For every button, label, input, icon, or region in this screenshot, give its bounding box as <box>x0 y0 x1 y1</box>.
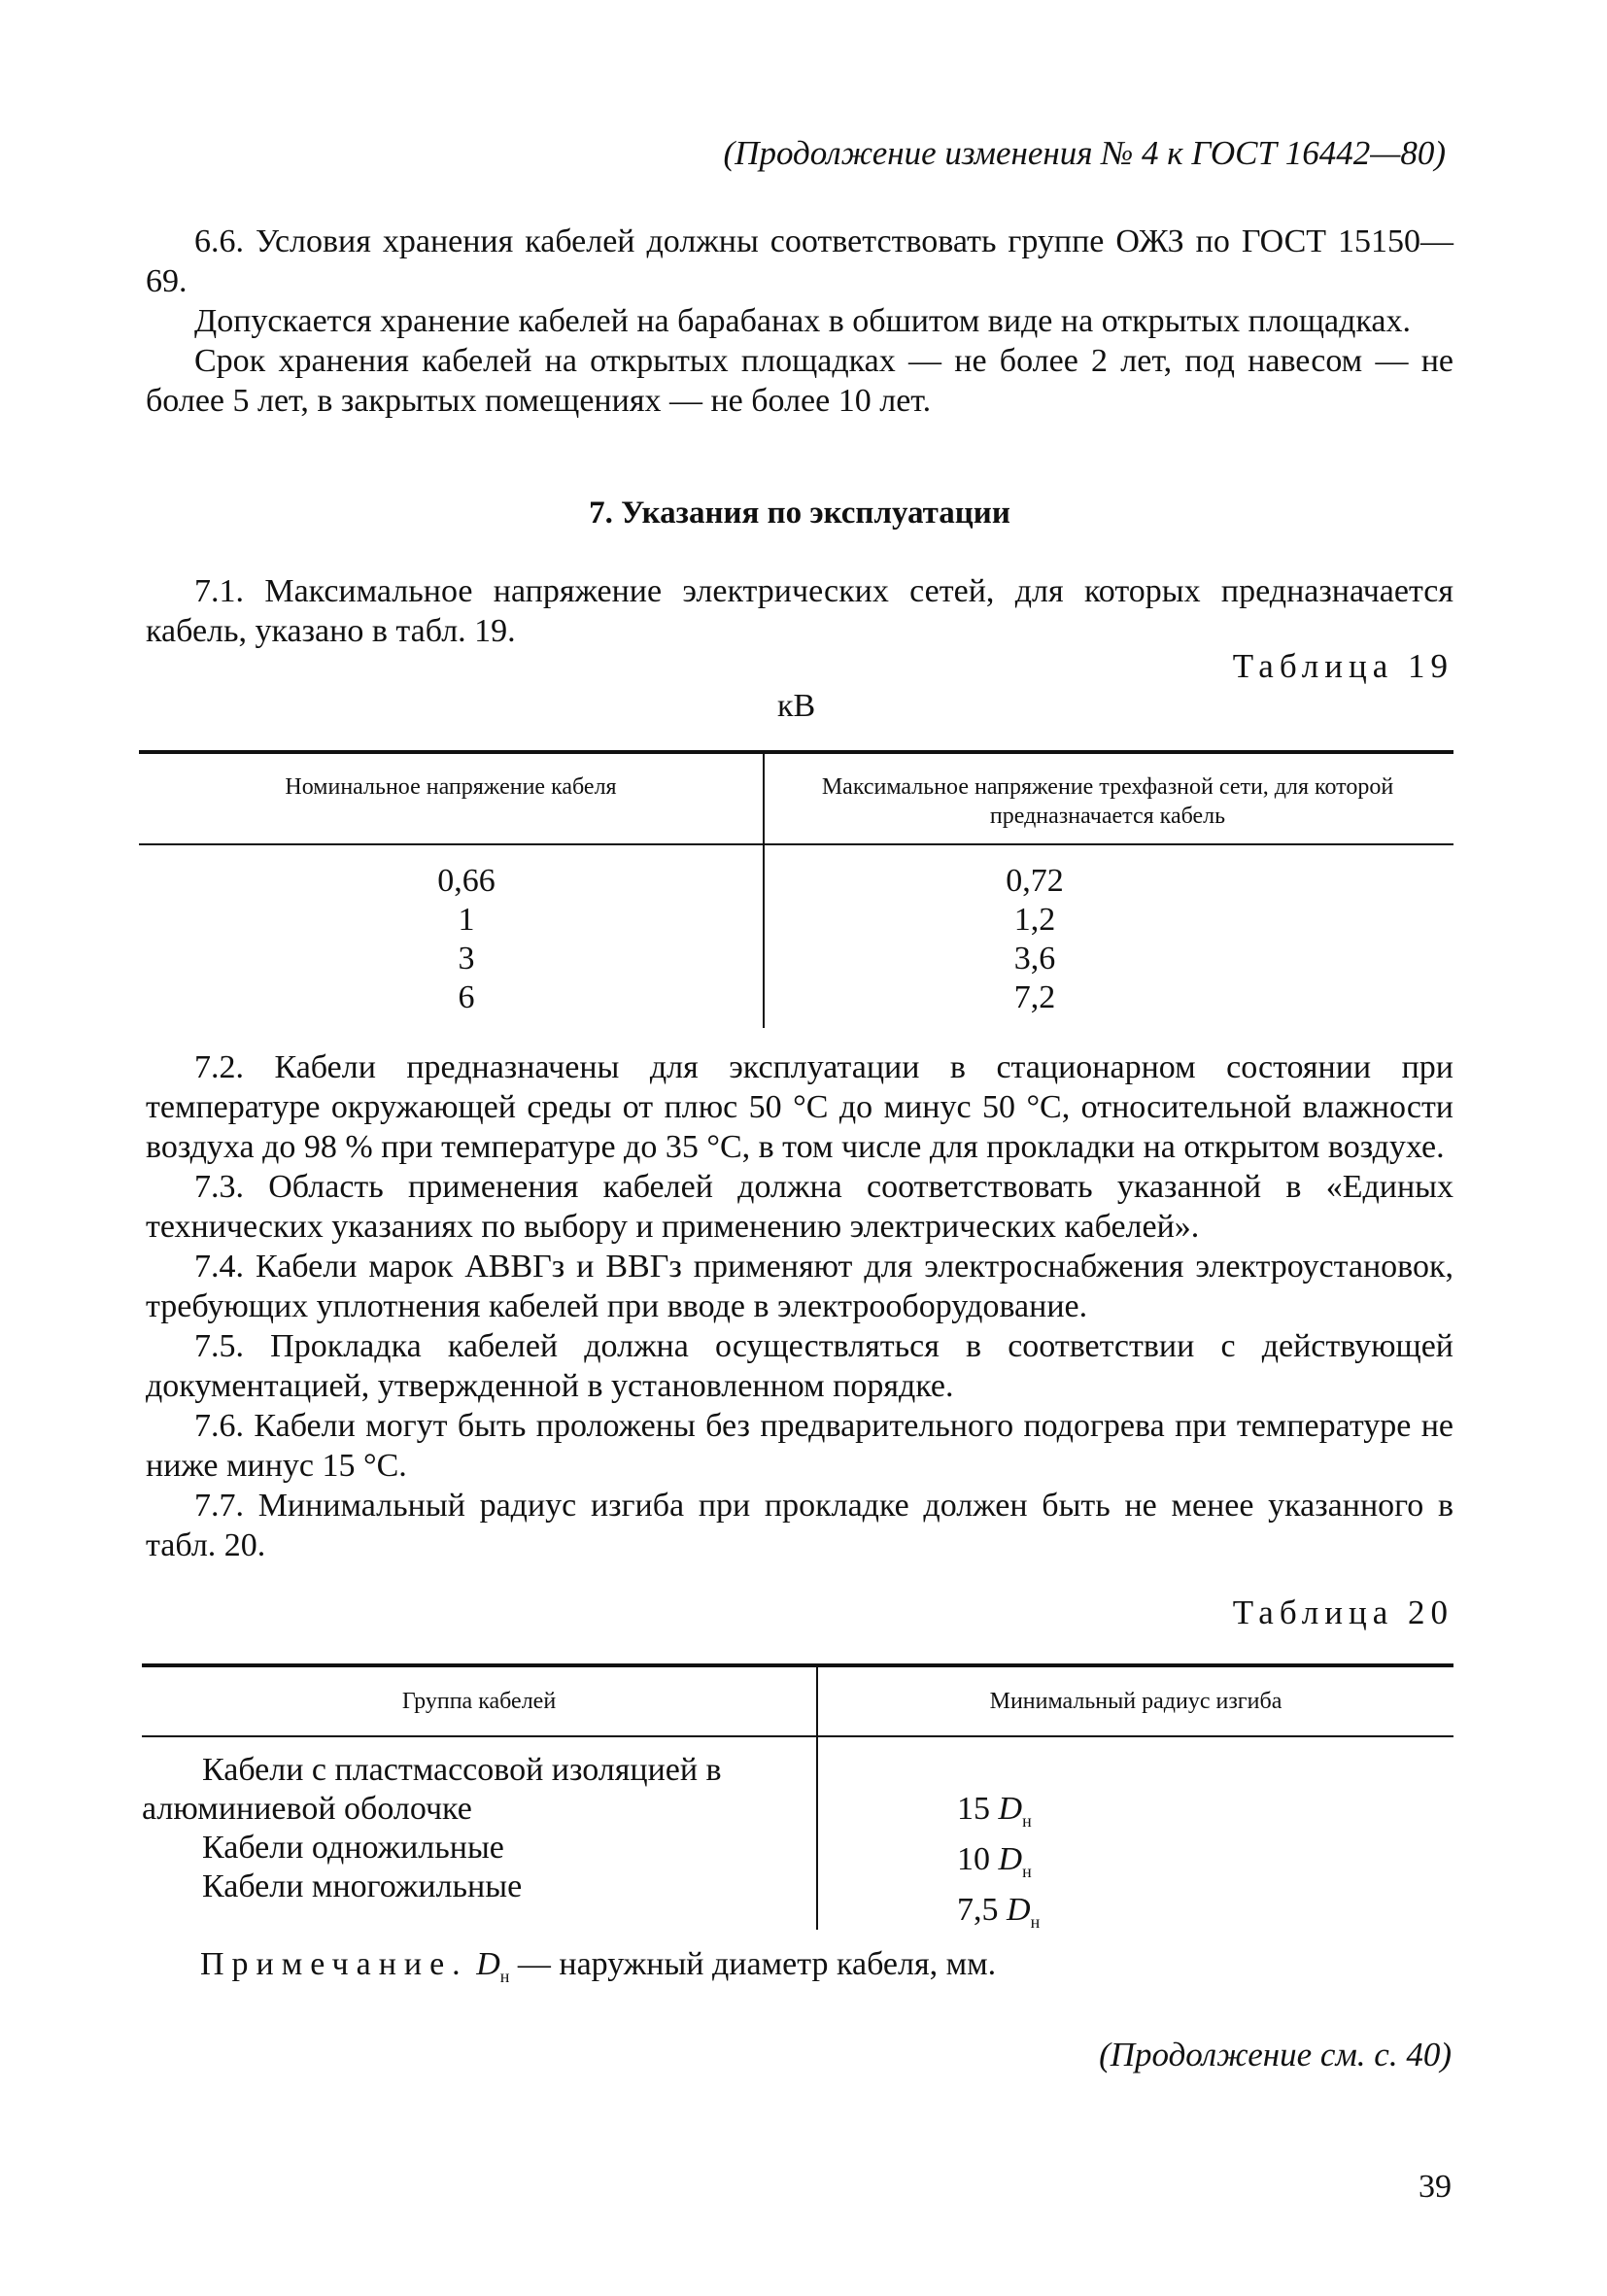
table-19-header-max: Максимальное напряжение трехфазной сети, для которой предназначается кабель <box>821 774 1394 829</box>
table-20-radius: 15 $D_н$ <box>957 1791 1032 1831</box>
table-19-nominal-value: 0,66 <box>437 863 496 899</box>
table-19-header-nominal: Номинальное напряжение кабеля <box>285 774 617 800</box>
page-footer: (Продолжение см. с. 40) <box>1099 2036 1452 2073</box>
paragraph-7-7: 7.7. Минимальный радиус изгиба при прокладке должен быть не менее указанного в табл. 20. <box>146 1488 1453 1563</box>
table-19-label: Таблица 19 <box>1232 647 1453 685</box>
page-header: (Продолжение изменения № 4 к ГОСТ 16442—80) <box>723 134 1446 172</box>
table-19-max-value: 0,72 <box>1006 863 1064 899</box>
paragraph-7-6: 7.6. Кабели могут быть проложены без предварительного подогрева при температуре не ниже минус 15 °С. <box>146 1408 1453 1484</box>
table-20-group: Кабели многожильные <box>202 1868 523 1904</box>
table-20-col-group <box>142 1751 812 1906</box>
table-20-note <box>200 1946 996 1987</box>
table-19-nominal-value: 1 <box>458 902 475 938</box>
paragraph-7-1: 7.1. Максимальное напряжение электрических сетей, для которых предназначается кабель, указано в табл. 19. <box>146 573 1453 649</box>
table-19-col-nominal <box>291 862 641 1017</box>
table-20-col-radius <box>957 1790 1248 1940</box>
paragraph-7-2: 7.2. Кабели предназначены для эксплуатации в стационарном состоянии при температуре окружающей среды от плюс 50 °С до минус 50 °С, относительной влажности воздуха до 98 % при температуре до 35 °С, в том числе для прокладки на открытом воздухе. <box>146 1049 1453 1165</box>
table-20-header-radius: Минимальный радиус изгиба <box>989 1689 1282 1714</box>
table-20-group: Кабели с пластмассовой изоляцией в <box>202 1752 722 1788</box>
table-19-top-rule <box>139 750 1453 754</box>
table-20-group: алюминиевой оболочке <box>142 1791 472 1827</box>
table-20-radius: 7,5 $D_н$ <box>957 1891 1041 1932</box>
table-20-label: Таблица 20 <box>1232 1593 1453 1631</box>
table-20-header-rule <box>142 1735 1453 1737</box>
paragraphs-top <box>146 222 1453 421</box>
paragraph-storage-term: Срок хранения кабелей на открытых площадках — не более 2 лет, под навесом — не более 5 лет, в закрытых помещениях — не более 10 лет. <box>146 343 1453 419</box>
note-text: — наружный диаметр кабеля, мм. <box>517 1946 997 1982</box>
table-19-header-rule <box>139 843 1453 845</box>
table-19-nominal-value: 3 <box>458 941 475 977</box>
page-number: 39 <box>1419 2169 1452 2205</box>
note-label: Примечание. <box>200 1946 468 1982</box>
table-19-unit: кВ <box>777 688 816 724</box>
table-20-top-rule <box>142 1663 1453 1667</box>
paragraph-6-6: 6.6. Условия хранения кабелей должны соответствовать группе ОЖЗ по ГОСТ 15150—69. <box>146 223 1453 299</box>
table-19-col-max <box>874 862 1195 1017</box>
table-19-nominal-value: 6 <box>458 979 475 1015</box>
section-title: 7. Указания по эксплуатации <box>589 496 1010 531</box>
paragraph-7-4: 7.4. Кабели марок АВВГз и ВВГз применяют для электроснабжения электроустановок, требующих уплотнения кабелей при вводе в электрооборудование. <box>146 1249 1453 1324</box>
paragraph-7-1-block <box>146 571 1453 651</box>
table-20-header-group: Группа кабелей <box>401 1689 557 1714</box>
paragraphs-mid <box>146 1047 1453 1565</box>
table-20-group: Кабели одножильные <box>202 1830 504 1866</box>
paragraph-7-5: 7.5. Прокладка кабелей должна осуществляться в соответствии с действующей документацией, утвержденной в установленном порядке. <box>146 1328 1453 1404</box>
table-19-max-value: 7,2 <box>1013 979 1056 1015</box>
table-19-max-value: 1,2 <box>1013 902 1056 938</box>
table-20-radius: 10 $D_н$ <box>957 1840 1032 1881</box>
paragraph-7-3: 7.3. Область применения кабелей должна соответствовать указанной в «Единых технических указаниях по выбору и применению электрических кабелей». <box>146 1169 1453 1245</box>
note-symbol: $D_н$ <box>476 1946 510 1986</box>
table-19-column-divider <box>763 754 765 1028</box>
table-19-max-value: 3,6 <box>1013 941 1056 977</box>
paragraph-storage-drums: Допускается хранение кабелей на барабанах в обшитом виде на открытых площадках. <box>194 303 1411 339</box>
